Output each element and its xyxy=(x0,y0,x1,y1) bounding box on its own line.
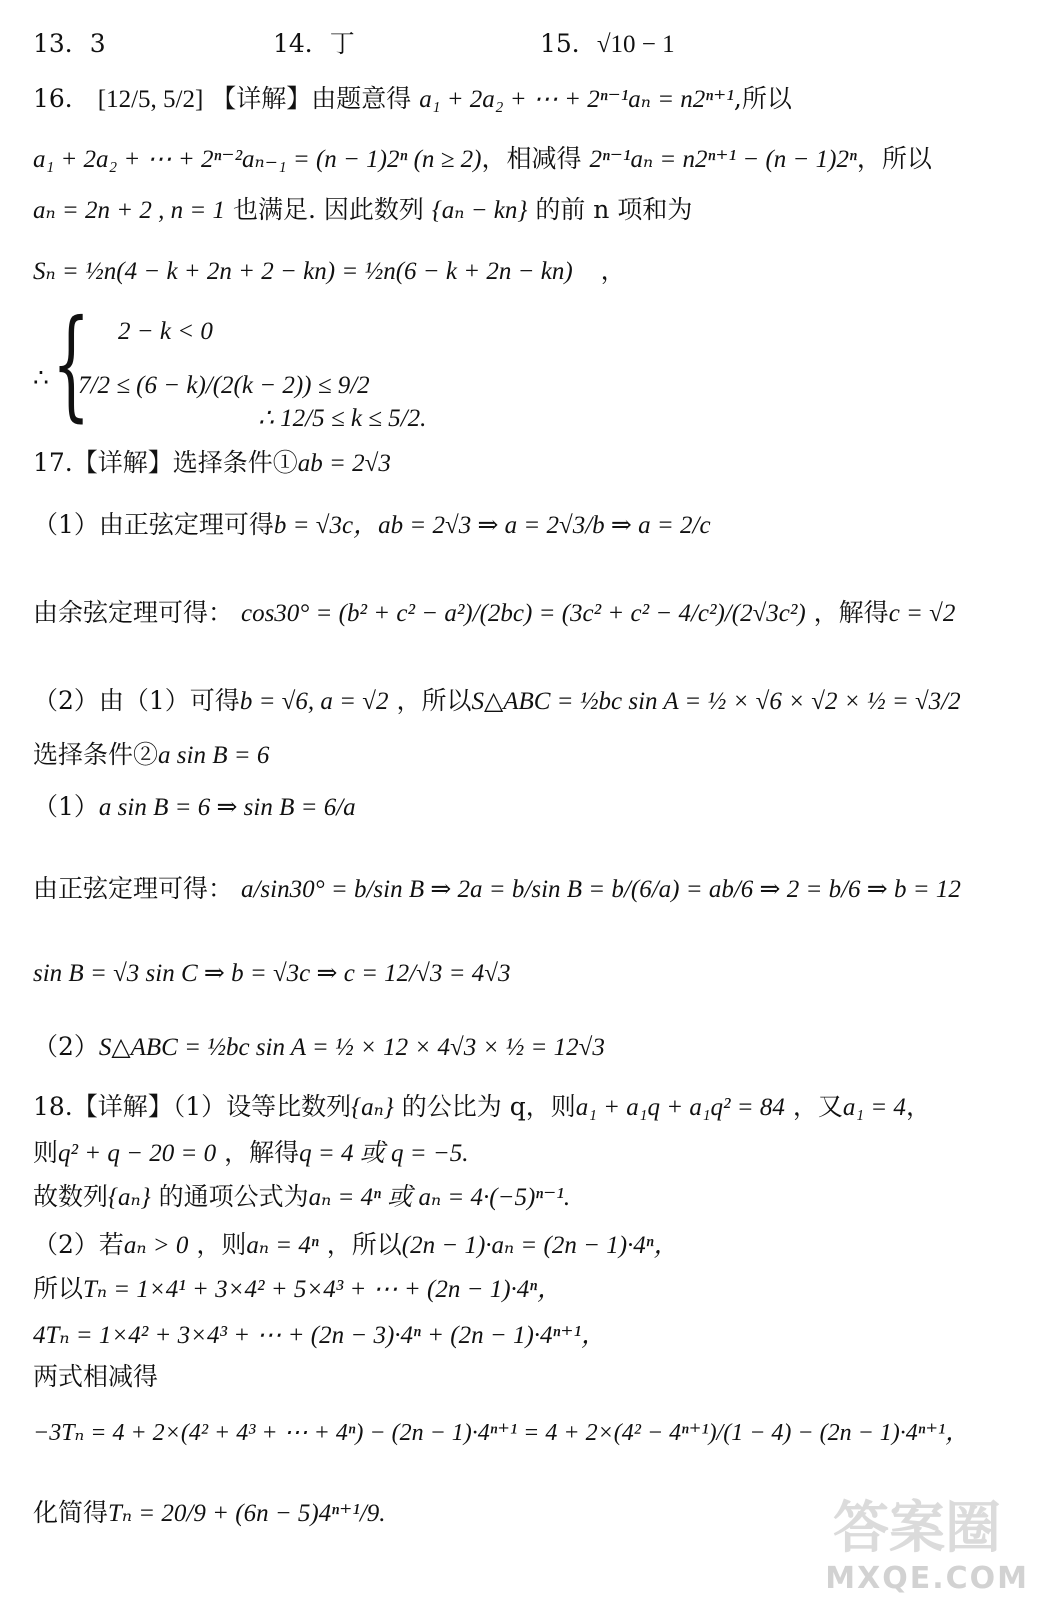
q16-line2: a₁ + 2a₂ + ⋯ + 2ⁿ⁻²aₙ₋₁ = (n − 1)2ⁿ (n ≥ 2)，相减得 2ⁿ⁻¹aₙ = n2ⁿ⁺¹ − (n − 1)2ⁿ，所以 xyxy=(33,144,932,173)
answer-15: 15．√10 − 1 xyxy=(540,29,675,58)
q16-conclusion: ∴ 12/5 ≤ k ≤ 5/2. xyxy=(258,405,427,432)
q18-subtract-formula: −3Tₙ = 4 + 2×(4² + 4³ + ⋯ + 4ⁿ) − (2n − 1)·4ⁿ⁺¹ = 4 + 2×(4² − 4ⁿ⁺¹)/(1 − 4) − (2n − 1)·4ⁿ⁺¹， xyxy=(33,1420,970,1446)
system-brace: { xyxy=(52,295,91,434)
q16-line1: 16． [12/5, 5/2] 【详解】由题意得 a₁ + 2a₂ + ⋯ + 2ⁿ⁻¹aₙ = n2ⁿ⁺¹,所以 xyxy=(33,84,792,113)
q17-sinb: sin B = √3 sin C ⇒ b = √3c ⇒ c = 12/√3 = 4√3 xyxy=(33,960,511,987)
q17-cond2-part1: （1）a sin B = 6 ⇒ sin B = 6/a xyxy=(33,792,356,821)
q17-cosine: 由余弦定理可得： cos30° = (b² + c² − a²)/(2bc) = (3c² + c² − 4/c²)/(2√3c²) ，解得c = √2 xyxy=(33,598,956,627)
q18-header: 18.【详解】（1）设等比数列{aₙ} 的公比为 q，则a₁ + a₁q + a₁q² = 84 ，又a₁ = 4， xyxy=(33,1092,931,1121)
q17-cond2-header: 选择条件②a sin B = 6 xyxy=(33,740,270,769)
q16-system-1: 2 − k < 0 xyxy=(118,318,213,345)
answer-13: 13．3 xyxy=(33,29,106,58)
q18-simplify: 化简得Tₙ = 20/9 + (6n − 5)4ⁿ⁺¹/9. xyxy=(33,1498,386,1527)
watermark-site: MXQE.COM xyxy=(825,1561,1029,1596)
therefore-symbol: ∴ xyxy=(33,363,49,392)
q18-subtract-label: 两式相减得 xyxy=(33,1362,159,1391)
q17-sine-law: 由正弦定理可得： a/sin30° = b/sin B ⇒ 2a = b/sin B = b/(6/a) = ab/6 ⇒ 2 = b/6 ⇒ b = 12 xyxy=(33,874,961,903)
watermark-logo: 答案圈 xyxy=(833,1496,1001,1561)
q18-tn: 所以Tₙ = 1×4¹ + 3×4² + 5×4³ + ⋯ + (2n − 1)·4ⁿ， xyxy=(33,1274,563,1303)
q16-line3: aₙ = 2n + 2 , n = 1 也满足. 因此数列 {aₙ − kn} 的前 n 项和为 xyxy=(33,195,693,224)
q18-line3: 故数列{aₙ} 的通项公式为aₙ = 4ⁿ 或 aₙ = 4·(−5)ⁿ⁻¹. xyxy=(33,1182,571,1211)
q18-4tn: 4Tₙ = 1×4² + 3×4³ + ⋯ + (2n − 3)·4ⁿ + (2n − 1)·4ⁿ⁺¹， xyxy=(33,1322,607,1349)
q17-part1: （1）由正弦定理可得b = √3c，ab = 2√3 ⇒ a = 2√3/b ⇒ a = 2/c xyxy=(33,510,711,539)
q16-interval: [12/5, 5/2] xyxy=(97,86,204,113)
q16-system-2: 7/2 ≤ (6 − k)/(2(k − 2)) ≤ 9/2 xyxy=(78,372,370,399)
q17-part2: （2）由（1）可得b = √6, a = √2 ，所以S△ABC = ½bc sin A = ½ × √6 × √2 × ½ = √3/2 xyxy=(33,686,961,715)
q17-cond2-part2: （2）S△ABC = ½bc sin A = ½ × 12 × 4√3 × ½ = 12√3 xyxy=(33,1032,605,1061)
q18-part2: （2）若aₙ > 0 ，则aₙ = 4ⁿ ，所以(2n − 1)·aₙ = (2n − 1)·4ⁿ， xyxy=(33,1230,679,1259)
q17-header: 17.【详解】选择条件①ab = 2√3 xyxy=(33,448,391,477)
answer-14: 14．丁 xyxy=(273,29,355,58)
q18-line2: 则q² + q − 20 = 0 ，解得q = 4 或 q = −5. xyxy=(33,1138,469,1167)
q16-sn: Sₙ = ½n(4 − k + 2n + 2 − kn) = ½n(6 − k + 2n − kn) ， xyxy=(33,256,626,285)
